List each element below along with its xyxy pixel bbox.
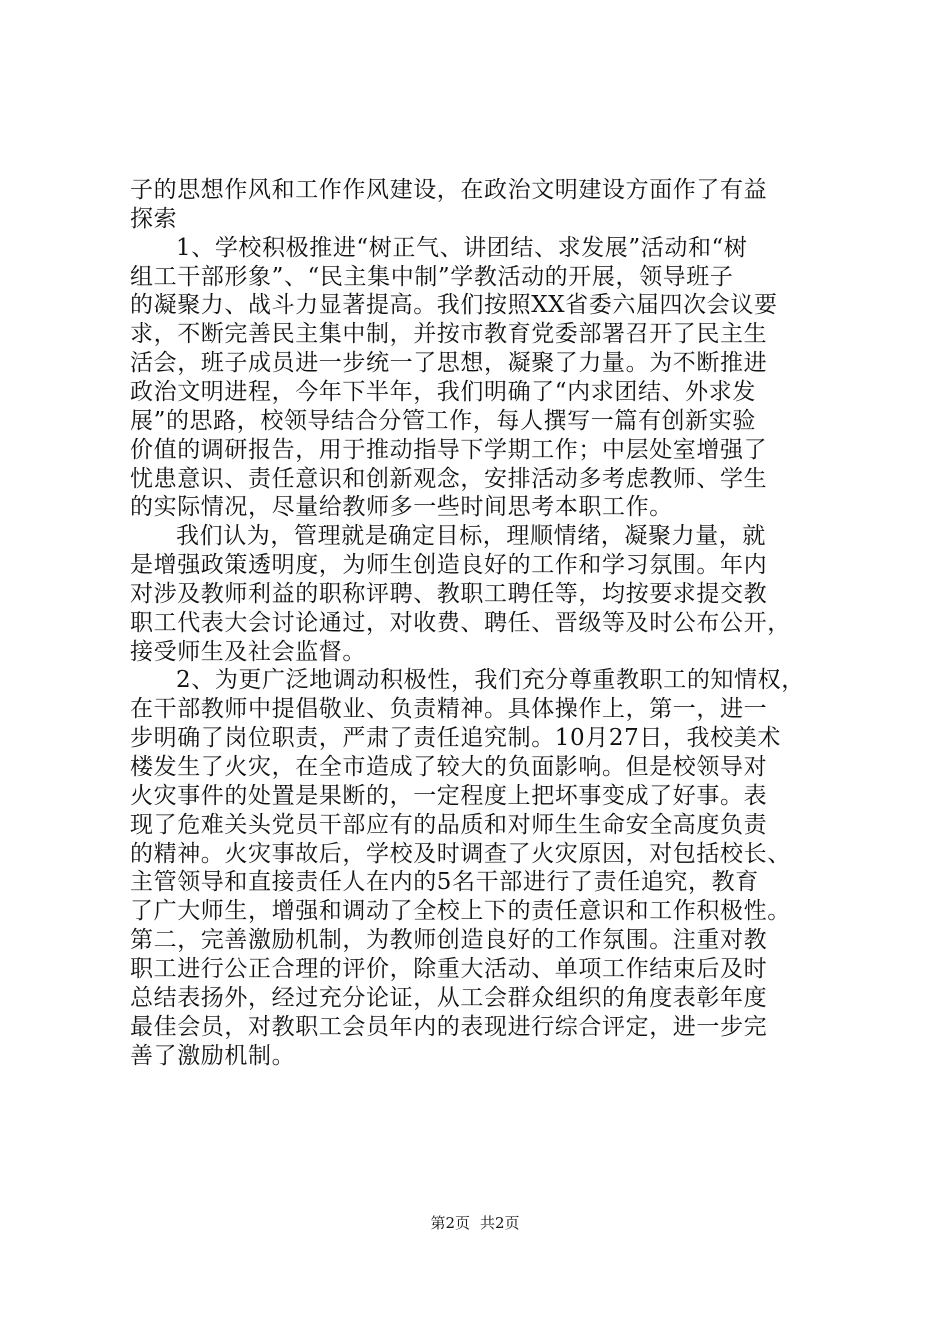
text-line: 最佳会员，对教职工会员年内的表现进行综合评定，进一步完 (130, 1013, 768, 1040)
text-line: 了广大师生，增强和调动了全校上下的责任意识和工作积极性。 (130, 898, 791, 925)
text-line: 职工进行公正合理的评价，除重大活动、单项工作结束后及时 (130, 955, 768, 982)
page-total: 共2页 (480, 1214, 520, 1232)
page-footer (0, 1213, 950, 1233)
text-line: 探索 (130, 205, 178, 232)
text-line: 是增强政策透明度，为师生创造良好的工作和学习氛围。年内 (130, 552, 768, 579)
text-line: 展”的思路，校领导结合分管工作，每人撰写一篇有创新实验 (130, 407, 756, 434)
text-line: 在干部教师中提倡敬业、负责精神。具体操作上，第一，进一 (130, 696, 768, 723)
text-line: 主管领导和直接责任人在内的5名干部进行了责任追究，教育 (130, 869, 759, 896)
paragraph-first-line: 1、学校积极推进“树正气、讲团结、求发展”活动和“树 (176, 234, 748, 261)
text-line: 子的思想作风和工作作风建设，在政治文明建设方面作了有益 (130, 177, 768, 203)
text-line: 楼发生了火灾，在全市造成了较大的负面影响。但是校领导对 (130, 754, 768, 780)
text-line: 接受师生及社会监督。 (130, 638, 366, 665)
text-line: 组工干部形象”、“民主集中制”学教活动的开展，领导班子 (130, 263, 734, 290)
text-line: 的精神。火灾事故后，学校及时调查了火灾原因，对包括校长、 (130, 840, 791, 867)
text-line: 步明确了岗位职责，严肃了责任追究制。10月27日，我校美术 (130, 725, 781, 752)
text-line: 对涉及教师利益的职称评聘、教职工聘任等，均按要求提交教 (130, 580, 768, 607)
text-line: 的凝聚力、战斗力显著提高。我们按照XX省委六届四次会议要 (130, 292, 778, 319)
page-number: 第2页 (430, 1214, 470, 1232)
text-line: 第二，完善激励机制，为教师创造良好的工作氛围。注重对教 (130, 927, 768, 954)
text-line: 求，不断完善民主集中制，并按市教育党委部署召开了民主生 (130, 321, 768, 348)
text-line: 政治文明进程，今年下半年，我们明确了“内求团结、外求发 (130, 378, 756, 405)
text-line: 活会，班子成员进一步统一了思想，凝聚了力量。为不断推进 (130, 350, 768, 377)
text-line: 忧患意识、责任意识和创新观念，安排活动多考虑教师、学生 (130, 465, 768, 492)
text-line: 的实际情况，尽量给教师多一些时间思考本职工作。 (130, 494, 673, 521)
text-line: 价值的调研报告，用于推动指导下学期工作；中层处室增强了 (130, 436, 768, 463)
text-line: 现了危难关头党员干部应有的品质和对师生生命安全高度负责 (130, 811, 768, 838)
paragraph-first-line: 我们认为，管理就是确定目标，理顺情绪，凝聚力量，就 (176, 523, 766, 550)
paragraph-first-line: 2、为更广泛地调动积极性，我们充分尊重教职工的知情权， (176, 667, 805, 694)
text-line: 善了激励机制。 (130, 1042, 296, 1069)
text-line: 职工代表大会讨论通过，对收费、聘任、晋级等及时公布公开， (130, 609, 791, 636)
text-line: 火灾事件的处置是果断的，一定程度上把坏事变成了好事。表 (130, 782, 768, 809)
text-line: 总结表扬外，经过充分论证，从工会群众组织的角度表彰年度 (130, 984, 768, 1011)
